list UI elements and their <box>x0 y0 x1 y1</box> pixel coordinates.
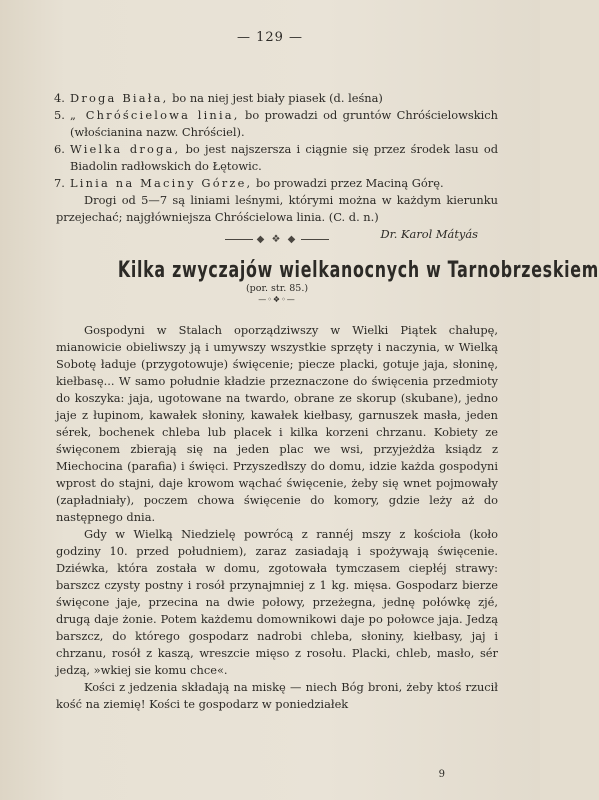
list-item <box>56 90 498 107</box>
author-signature: Dr. Karol Mátyás <box>380 227 478 241</box>
article-paragraph-2: Gdy w Wielką Niedzielę powrócą z rannéj mszy z kościoła (koło godziny 10. przed południem), zaraz zasiadają i spożywają święcenie. Dziéwka, która została w domu, zgotowała tymczasem ciepłéj strawy: barszcz czysty postny i rosół przynajmniej z 1 kg. mięsa. Gospodarz bierze święcone jaje, przecina na dwie połowy, przeżegna, jednę połówkę zjé, drugą daje żonie. Potem każdemu domownikowi daje po połowce jaja. Jedzą barszcz, do którego gospodarz nadrobi chleba, słoniny, kiełbasy, jaj i chrzanu, rosół z kaszą, wreszcie mięso z rosołu. Placki, chleb, masło, sér jedzą, »wkiej sie komu chce«. <box>56 527 498 677</box>
article-heading <box>56 258 599 304</box>
list-item <box>56 107 498 141</box>
list-item-number: 5. <box>54 108 65 122</box>
page-number: — 129 — <box>236 30 304 45</box>
small-ornament: —◦❖◦— <box>258 295 296 304</box>
list-item-text: bo na niej jest biały piasek (d. leśna) <box>168 91 383 105</box>
list-item-name: Droga Biała, <box>70 91 169 105</box>
list-item-text: bo prowadzi od gruntów Chróścielowskich (włościanina nazw. Chróściel). <box>70 108 498 139</box>
list-item-text: bo jest najszersza i ciągnie się przez środek lasu od Biadolin radłowskich do Łętowic. <box>70 142 498 173</box>
list-item <box>56 175 498 192</box>
signature-mark: 9 <box>438 769 445 780</box>
list-item-name: Linia na Maciny Górze, <box>70 176 253 190</box>
closing-paragraph: Drogi od 5—7 są liniami leśnymi, którymi można w każdym kierunku przejechać; najgłówniejsza Chróścielowa linia. (C. d. n.) <box>56 193 498 224</box>
list-item-name: „ Chróścielowa linia, <box>70 108 240 122</box>
forest-roads-list <box>56 90 498 242</box>
closing-paragraph-wrap <box>56 192 498 226</box>
article-body <box>56 322 498 713</box>
list-item-number: 6. <box>54 142 65 156</box>
list-item <box>56 141 498 175</box>
article-paragraph-3: Kości z jedzenia składają na miskę — niech Bóg broni, żeby ktoś rzucił kość na ziemię! Kości te gospodarz w poniedziałek <box>56 680 498 711</box>
section-ornament <box>56 234 498 245</box>
article-reference: (por. str. 85.) <box>245 283 309 294</box>
article-paragraph-1: Gospodyni w Stalach oporządziwszy w Wielki Piątek chałupę, mianowicie obieliwszy ją i umywszy wszystkie sprzęty i naczynia, w Wielką Sobotę ładuje (przygotowuje) święcenie; piecze placki, gotuje jaja, słoninę, kiełbasę... W samo południe kładzie przeznaczone do święcenia przedmioty do koszyka: jaja, ugotowane na twardo, obrane ze skorup (skubane), jedno jaje z łupinom, kawałek słoniny, kawałek kiełbasy, garnuszek masła, jeden sérek, bochenek chleba lub placek i kilka korzeni chrzanu. Kobiety ze święconem zbierają się na jeden plac we wsi, przyjeżdża ksiądz z Miechocina (parafia) i święci. Przyszedłszy do domu, idzie każda gospodyni wprost do stajni, daje krowom wąchać święcenie, żeby się wnet pojmowały (zapładniały), poczem chowa święcenie do komory, gdzie leży aż do następnego dnia. <box>56 323 498 524</box>
list-item-name: Wielka droga, <box>70 142 181 156</box>
article-title: Kilka zwyczajów wielkanocnych w Tarnobrzeskiem <box>117 258 599 283</box>
list-item-number: 4. <box>54 91 65 105</box>
divider-ornament: ◆ ❖ ◆ <box>56 234 498 245</box>
list-item-number: 7. <box>54 176 65 190</box>
list-item-text: bo prowadzi przez Maciną Górę. <box>252 176 444 190</box>
